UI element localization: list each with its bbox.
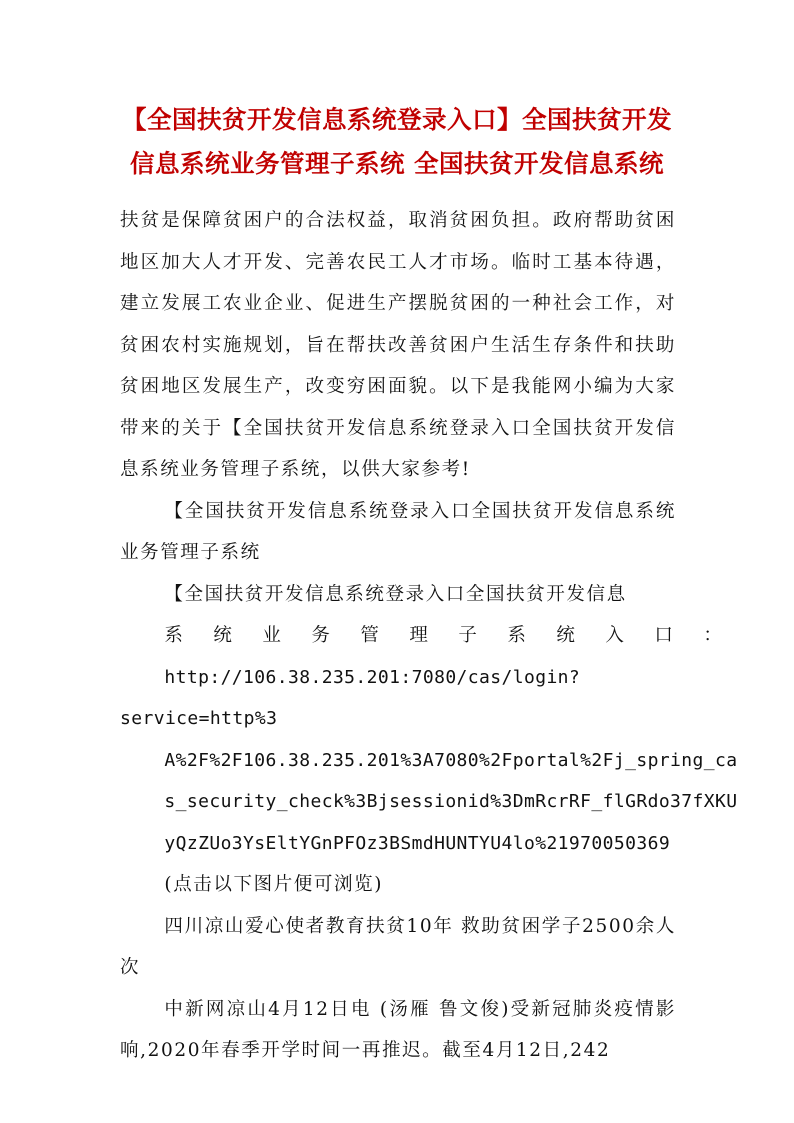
intro-paragraph: 扶贫是保障贫困户的合法权益，取消贫困负担。政府帮助贫困地区加大人才开发、完善农民工人才市场。临时工基本待遇，建立发展工农业企业、促进生产摆脱贫困的一种社会工作，对贫困农村实施规划，旨在帮扶改善贫困户生活生存条件和扶助贫困地区发展生产，改变穷困面貌。以下是我能网小编为大家带来的关于【全国扶贫开发信息系统登录入口全国扶贫开发信息系统业务管理子系统，以供大家参考! <box>120 210 676 480</box>
login-url-line2[interactable]: A%2F%2F106.38.235.201%3A7080%2Fportal%2Fj_spring_ca <box>164 749 738 771</box>
login-url-line3[interactable]: s_security_check%3Bjsessionid%3DmRcrRF_flGRdo37fXKU <box>164 791 738 812</box>
entry-label-line2: 系统业务管理子系统入口： <box>164 625 753 646</box>
image-note: (点击以下图片便可浏览) <box>164 874 384 895</box>
entry-label-line1: 【全国扶贫开发信息系统登录入口全国扶贫开发信息 <box>164 583 627 605</box>
subheading-paragraph: 【全国扶贫开发信息系统登录入口全国扶贫开发信息系统业务管理子系统 <box>120 500 676 563</box>
document-body <box>120 200 753 1072</box>
login-url-line4[interactable]: yQzZUo3YsEltYGnPFOz3BSmdHUNTYU4lo%21970050369 <box>164 832 671 854</box>
news-paragraph: 中新网凉山4月12日电 (汤雁 鲁文俊)受新冠肺炎疫情影响,2020年春季开学时间一再推迟。截至4月12日,242 <box>120 998 676 1061</box>
login-url-line1[interactable]: http://106.38.235.201:7080/cas/login?service=http%3 <box>120 666 581 729</box>
page-title: 【全国扶贫开发信息系统登录入口】全国扶贫开发信息系统业务管理子系统 全国扶贫开发信息系统 <box>122 105 672 178</box>
entry-link-paragraph <box>120 574 753 865</box>
news-headline: 四川凉山爱心使者教育扶贫10年 救助贫困学子2500余人次 <box>120 915 676 978</box>
